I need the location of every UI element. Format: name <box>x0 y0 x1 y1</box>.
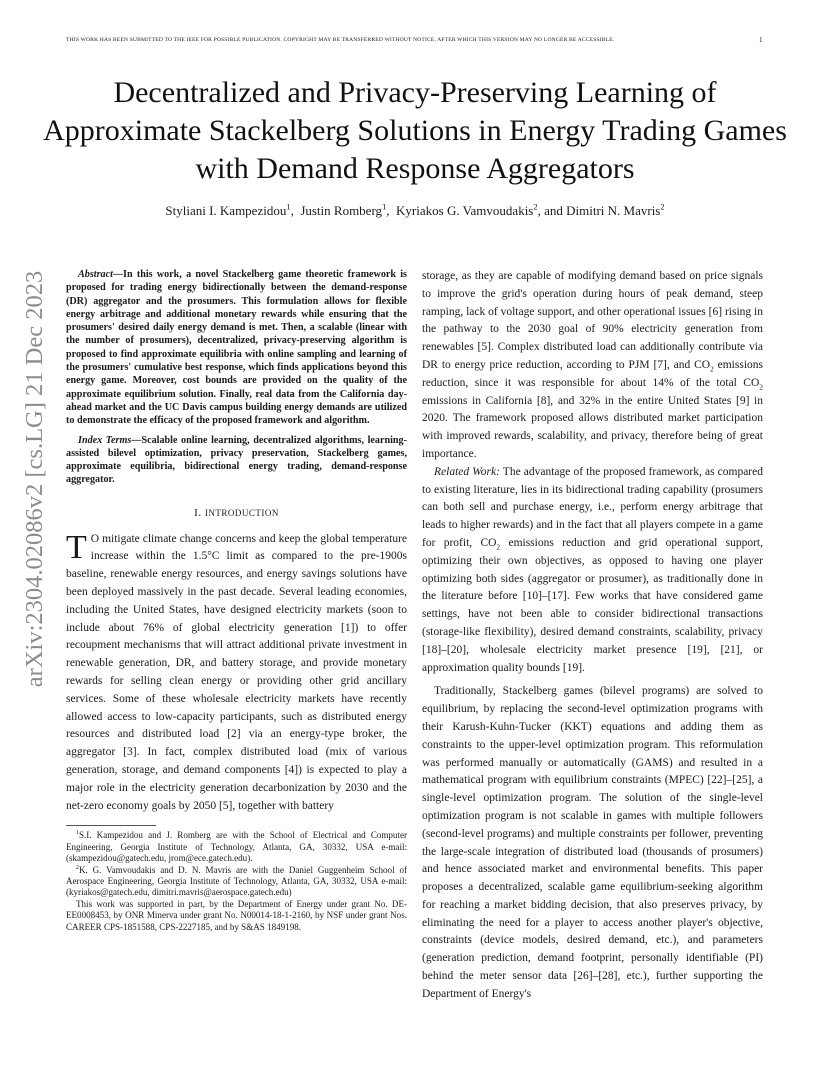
page-number: 1 <box>759 36 763 44</box>
section-heading <box>66 505 407 523</box>
body-text: emissions in California [8], and 32% in the entire United States [9] in 2020. The framework proposed allows distributed market participation with improved rewards, scalability, and privacy, therefore being of great importance. <box>422 394 763 460</box>
body-text: emissions reduction, since it was responsible for about 14% of the total CO <box>422 358 763 389</box>
footnote <box>66 865 407 899</box>
index-terms-text: —Scalable online learning, decentralized algorithms, learning-assisted bilevel optimization, privacy preservation, Stackelberg games, approximate equilibria, bidirectional energy trading, demand-response aggregator. <box>66 434 407 486</box>
paper-title: Decentralized and Privacy-Preserving Learning of Approximate Stackelberg Solutions in Energy Trading Games with Demand Response Aggregators <box>43 76 787 185</box>
affiliation-mark: 1 <box>382 201 387 212</box>
body-text: storage, as they are capable of modifying demand based on price signals to improve the grid's operation during hours of peak demand, steep ramping, lack of voltage support, and other operational issues [6] rising in the pathway to the 2030 goal of 90% electricity generation from renewables [5]. Complex distributed load can additionally contribute via DR to energy price reduction, according to PJM [7], and CO <box>422 270 763 371</box>
drop-cap: T <box>66 528 87 566</box>
author-name: Justin Romberg <box>300 203 383 218</box>
running-head: THIS WORK HAS BEEN SUBMITTED TO THE IEEE FOR POSSIBLE PUBLICATION. COPYRIGHT MAY BE TRANSFERRED WITHOUT NOTICE, AFTER WHICH THIS VERSION MAY NO LONGER BE ACCESSIBLE. <box>66 37 615 43</box>
section-number: I. <box>194 506 202 519</box>
subscript: 2 <box>759 382 763 392</box>
body-paragraph <box>422 268 763 464</box>
section-title: INTRODUCTION <box>204 507 279 518</box>
footnote-text: S.I. Kampezidou and J. Romberg are with the School of Electrical and Computer Engineering, Georgia Institute of Technology, Atlanta, GA, 30332, USA e-mail: (skampezidou@gatech.edu, jrom@ece.gatech.edu). <box>66 830 407 864</box>
footnote-text: K. G. Vamvoudakis and D. N. Mavris are with the Daniel Guggenheim School of Aerospace Engineering, Georgia Institute of Technology, Atlanta, GA, 30332, USA e-mail: (kyriakos@gatech.edu, dimitri.mavris@aerospace.gatech.edu) <box>66 864 407 898</box>
intro-paragraph <box>66 528 407 816</box>
index-terms <box>66 434 407 487</box>
affiliation-mark: 2 <box>660 201 665 212</box>
body-text: Traditionally, Stackelberg games (bilevel programs) are solved to equilibrium, by replacing the second-level optimization programs with their Karush-Kuhn-Tucker (KKT) equations and adding them as constraints to the upper-level optimization program. This reformulation was performed manually or automatically (GAMS) and resulted in a mathematical program with equilibrium constraints (MPEC) [22]–[25], a single-level optimization program. The solution of the single-level optimization program is not scalable in games with multiple followers (second-level programs) and multiple constraints per follower, preventing the large-scale integration of distributed load (thousands of prosumers) and hence associated market and environmental benefits. This paper proposes a decentralized, scalable game equilibrium-seeking algorithm for reaching a market bidding decision, that also preserves privacy, by eliminating the need for a player to access another player's objective, constraints (device models, desired demand, etc.), and parameters (generation prediction, demand footprint, personally identifiable (PI) behind the meter sensor data [26]–[28], etc.), further supporting the Department of Energy's <box>422 685 763 1000</box>
footnote <box>66 899 407 933</box>
body-text: emissions reduction and grid operational support, optimizing their own objectives, as opposed to having one player optimizing both sides (aggregator or prosumer), as traditionally done in the literature before [10]–[17]. Few works that have considered game settings, have not been able to consider bidirectional transactions (storage-like flexibility), desired demand constraints, scalability, privacy [18]–[20], wholesale electricity market presence [19], [21], or approximation quality bounds [19]. <box>422 536 763 674</box>
footnote-rule <box>66 825 156 826</box>
footnote-mark: 1 <box>76 830 79 837</box>
arxiv-identifier: arXiv:2304.02086v2 [cs.LG] 21 Dec 2023 <box>21 270 48 688</box>
author-separator: , and <box>537 203 567 218</box>
affiliation-mark: 1 <box>286 201 291 212</box>
left-column <box>66 268 407 933</box>
related-work-label: Related Work: <box>434 465 500 478</box>
body-paragraph <box>422 683 763 1003</box>
body-text: The advantage of the proposed framework, as compared to existing literature, lies in its bidirectional trading capability (prosumers can both sell and purchase energy, i.e., perform energy arbitrage that leads to higher rewards) and in the fact that all players compete in a game for profit, CO <box>422 465 763 549</box>
arxiv-stamp <box>15 270 55 688</box>
affiliation-mark: 2 <box>533 201 538 212</box>
intro-text: O mitigate climate change concerns and keep the global temperature increase within the 1.5°C limit as compared to the pre-1900s baseline, renewable energy resources, and energy savings solutions have been deployed massively in the past decade. Several leading economies, including the United States, have designed electricity markets (soon to include about 76% of global electricity generation [1]) to offer recoupment mechanisms that will attract additional private investment in renewable generation, DR, and battery storage, and provide monetary rewards for selling clean energy or providing other grid ancillary services. Some of these wholesale electricity markets have recently allowed access to low-capacity participants, such as distributed energy resources and distributed load [2] via an energy-type broker, the aggregator [3]. In fact, complex distributed load (mix of various generation, storage, and demand components [4]) is expected to play a major role in the electricity generation decarbonization by 2030 and the net-zero economy goals by 2050 [5], together with battery <box>66 532 407 812</box>
author-name: Dimitri N. Mavris <box>566 203 661 218</box>
footnote <box>66 830 407 864</box>
abstract <box>66 268 407 428</box>
abstract-text: —In this work, a novel Stackelberg game theoretic framework is proposed for trading energy bidirectionally between the demand-response (DR) aggregator and the prosumers. This formulation allows for flexible energy arbitrage and additional monetary rewards while ensuring that the prosumers' desired daily energy demand is met. Then, a scalable (linear with the number of prosumers), decentralized, privacy-preserving algorithm is proposed to find approximate equilibria with online sampling and learning of the prosumers' cumulative best response, which finds applications beyond this energy game. Moreover, cost bounds are provided on the quality of the approximate equilibrium solution. Finally, real data from the California day-ahead market and the UC Davis campus building energy demands are utilized to demonstrate the efficacy of the proposed framework and algorithm. <box>66 269 407 427</box>
right-column <box>422 268 763 1004</box>
author-name: Styliani I. Kampezidou <box>165 203 287 218</box>
author-list: Styliani I. Kampezidou$^1$, Justin Romberg$^1$, Kyriakos G. Vamvoudakis$^2$, and Dimitri N. Mavris$^2$ <box>165 201 665 218</box>
subscript: 2 <box>496 542 501 552</box>
abstract-label: Abstract <box>78 269 113 280</box>
footnote-text: This work was supported in part, by the Department of Energy under grant No. DE-EE0008453, by ONR Minerva under grant No. N00014-18-1-2160, by NSF under grant Nos. CAREER CPS-1851588, CPS-2227185, and by S&AS 1849198. <box>66 898 407 932</box>
index-terms-label: Index Terms <box>78 434 132 446</box>
author-name: Kyriakos G. Vamvoudakis <box>396 203 534 218</box>
related-work-paragraph <box>422 464 763 678</box>
footnote-mark: 2 <box>76 864 79 871</box>
subscript: 2 <box>710 364 714 374</box>
